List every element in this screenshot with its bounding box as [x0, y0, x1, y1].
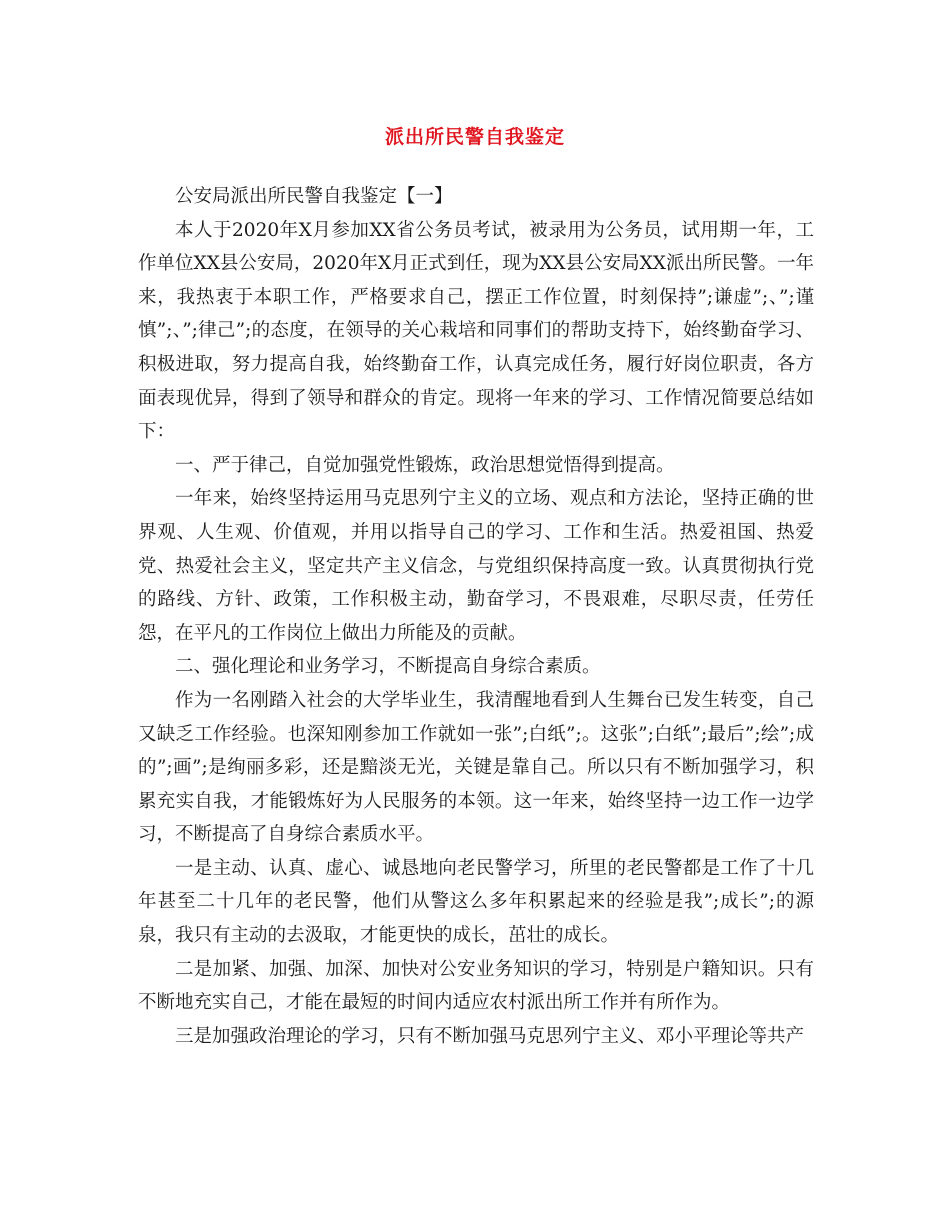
section-heading: 公安局派出所民警自我鉴定【一】 [175, 186, 453, 207]
paragraph: 一年来，始终坚持运用马克思列宁主义的立场、观点和方法论，坚持正确的世界观、人生观、价值观，并用以指导自己的学习、工作和生活。热爱祖国、热爱党、热爱社会主义，坚定共产主义信念，与党组织保持高度一致。认真贯彻执行党的路线、方针、政策，工作积极主动，勤奋学习，不畏艰难，尽职尽责，任劳任怨，在平凡的工作岗位上做出力所能及的贡献。 [138, 488, 814, 644]
paragraph: 本人于2020年X月参加XX省公务员考试，被录用为公务员，试用期一年，工作单位XX县公安局，2020年X月正式到任，现为XX县公安局XX派出所民警。一年来，我热衷于本职工作，严格要求自己，摆正工作位置，时刻保持”;谦虚”;、”;谨慎”;、”;律己”;的态度，在领导的关心栽培和同事们的帮助支持下，始终勤奋学习、积极进取，努力提高自我，始终勤奋工作，认真完成任务，履行好岗位职责，各方面表现优异，得到了领导和群众的肯定。现将一年来的学习、工作情况简要总结如下： [138, 219, 814, 443]
document-body [138, 180, 814, 1053]
paragraph: 一是主动、认真、虚心、诚恳地向老民警学习，所里的老民警都是工作了十几年甚至二十几年的老民警，他们从警这么多年积累起来的经验是我”;成长”;的源泉，我只有主动的去汲取，才能更快的成长，茁壮的成长。 [138, 857, 814, 947]
paragraph: 作为一名刚踏入社会的大学毕业生，我清醒地看到人生舞台已发生转变，自己又缺乏工作经验。也深知刚参加工作就如一张”;白纸”;。这张”;白纸”;最后”;绘”;成的”;画”;是绚丽多彩，还是黯淡无光，关键是靠自己。所以只有不断加强学习，积累充实自我，才能锻炼好为人民服务的本领。这一年来，始终坚持一边工作一边学习，不断提高了自身综合素质水平。 [138, 689, 814, 846]
section-heading: 二、强化理论和业务学习，不断提高自身综合素质。 [175, 656, 601, 678]
document-title: 派出所民警自我鉴定 [384, 126, 565, 148]
paragraph: 三是加强政治理论的学习，只有不断加强马克思列宁主义、邓小平理论等共产 [175, 1025, 805, 1047]
paragraph: 二是加紧、加强、加深、加快对公安业务知识的学习，特别是户籍知识。只有不断地充实自己，才能在最短的时间内适应农村派出所工作并有所作为。 [138, 958, 814, 1014]
section-heading: 一、严于律己，自觉加强党性锻炼，政治思想觉悟得到提高。 [175, 454, 675, 476]
